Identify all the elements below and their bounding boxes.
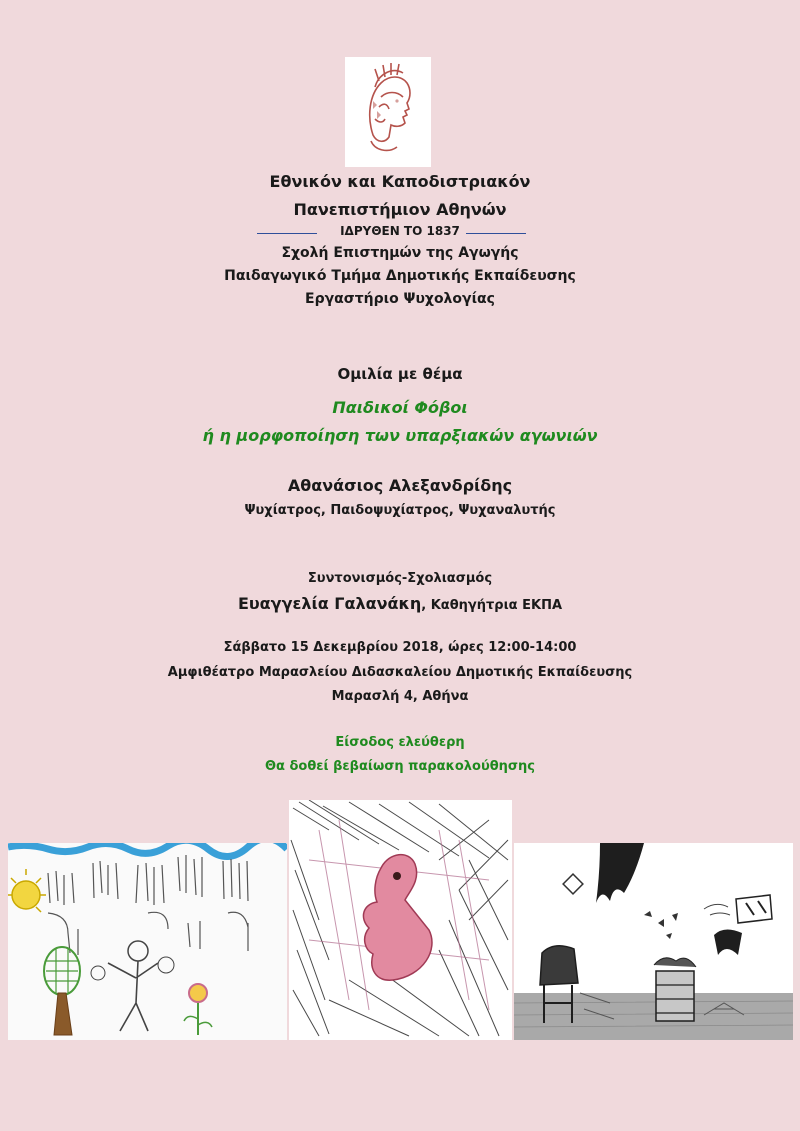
department-name: Παιδαγωγικό Τμήμα Δημοτικής Εκπαίδευσης: [224, 268, 576, 284]
decorative-rule-right: [466, 233, 526, 234]
certificate-note: Θα δοθεί βεβαίωση παρακολούθησης: [264, 759, 535, 774]
lab-name: Εργαστήριο Ψυχολογίας: [305, 291, 495, 307]
coordinator-name: Ευαγγελία Γαλανάκη: [237, 594, 422, 613]
free-entry-note: Είσοδος ελεύθερη: [335, 735, 465, 750]
talk-title-line2: ή η μορφοποίηση των υπαρξιακών αγωνιών: [202, 426, 598, 445]
child-drawing-red-figure: [289, 800, 512, 1040]
child-drawing-bedroom: [514, 843, 793, 1040]
event-address: Μαρασλή 4, Αθήνα: [331, 689, 469, 704]
coordination-label: Συντονισμός-Σχολιασμός: [307, 571, 493, 586]
child-drawing-forest: [8, 843, 287, 1040]
event-venue: Αμφιθέατρο Μαρασλείου Διδασκαλείου Δημοτικής Εκπαίδευσης: [167, 665, 633, 680]
athena-head-logo-icon: [345, 57, 431, 167]
university-name-line2: Πανεπιστήμιον Αθηνών: [293, 200, 507, 219]
event-date-time: Σάββατο 15 Δεκεμβρίου 2018, ώρες 12:00-14:00: [223, 640, 577, 655]
talk-title-line1: Παιδικοί Φόβοι: [332, 398, 468, 417]
university-logo: [345, 57, 431, 167]
university-name-line1: Εθνικόν και Καποδιστριακόν: [269, 172, 531, 191]
founded-row: [0, 224, 800, 242]
founded-text: ΙΔΡΥΘΕΝ ΤΟ 1837: [340, 224, 460, 238]
coordinator-title: , Καθηγήτρια ΕΚΠΑ: [421, 598, 563, 613]
speaker-name: Αθανάσιος Αλεξανδρίδης: [287, 476, 513, 495]
speaker-role: Ψυχίατρος, Παιδοψυχίατρος, Ψυχαναλυτής: [244, 503, 556, 518]
coordination-line: [0, 594, 800, 613]
talk-intro: Ομιλία με θέμα: [337, 365, 463, 383]
school-name: Σχολή Επιστημών της Αγωγής: [281, 245, 519, 261]
